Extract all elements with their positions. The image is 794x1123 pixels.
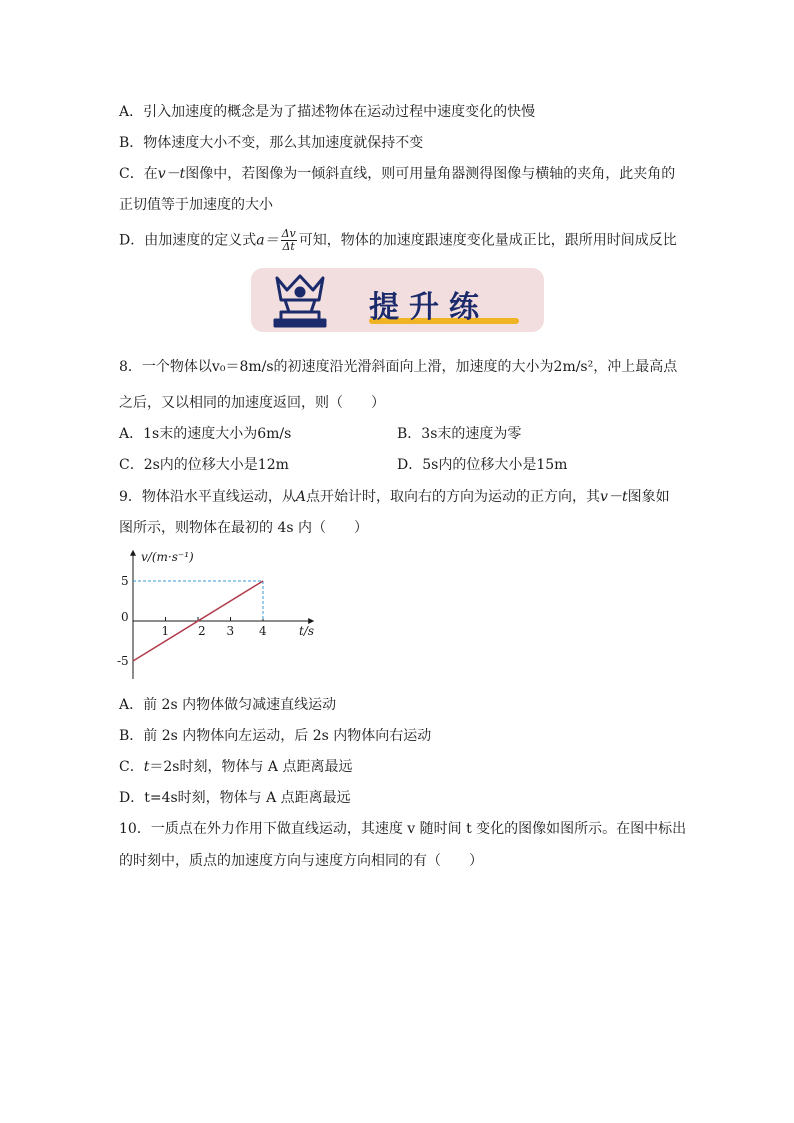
q7-option-d-text: 可知，物体的加速度跟速度变化量成正比，跟所用时间成反比	[298, 232, 677, 249]
q8-stem-line2: 之后，又以相同的加速度返回，则（ ）	[119, 395, 385, 411]
q8-option-d: D．5s内的位移大小是15m	[397, 457, 568, 473]
y-tick-label-0: 0	[121, 610, 129, 624]
q9-stem-suffix: 图象如	[627, 489, 670, 505]
q7-option-a: A．引入加速度的概念是为了描述物体在运动过程中速度变化的快慢	[119, 104, 536, 120]
q7-option-c-text: 图像中，若图像为一倾斜直线，则可用量角器测得图像与横轴的夹角，此夹角的	[185, 166, 676, 182]
q7-option-c-prefix: C．在	[119, 166, 158, 182]
q9-vt: v－t	[600, 489, 628, 505]
q9-option-c-text: ＝2s时刻，物体与 A 点距离最远	[149, 759, 353, 775]
x-tick-label-2: 2	[198, 624, 206, 638]
y-tick-label-5: 5	[121, 574, 129, 588]
y-tick-label-neg5: -5	[117, 654, 129, 668]
q7-option-d-prefix: D．由加速度的定义式	[119, 232, 257, 249]
tick-marks	[166, 617, 264, 621]
q7-option-c-line2: 正切值等于加速度的大小	[119, 197, 273, 213]
q8-stem-prefix: 8．一个物体以	[119, 359, 212, 375]
q9-point-a: A	[295, 489, 307, 505]
q9-stem-prefix: 9．物体沿水平直线运动，从	[119, 489, 296, 505]
banner-title: 提升练	[369, 290, 489, 325]
q7-option-c	[119, 164, 675, 184]
q7-option-b: B．物体速度大小不变，那么其加速度就保持不变	[119, 135, 424, 151]
q7-option-d-a: a＝	[256, 232, 279, 249]
q9-option-c-prefix: C．	[119, 759, 144, 775]
x-tick-label-3: 3	[226, 624, 235, 638]
q8-stem-middle: 的初速度沿光滑斜面向上滑，加速度的大小为	[273, 359, 554, 375]
q10-stem: 10．一质点在外力作用下做直线运动，其速度 v 随时间 t 变化的图像如图所示。在图中标出	[119, 821, 687, 837]
q8-option-a: A．1s末的速度大小为6m/s	[119, 426, 292, 442]
q9-option-b: B．前 2s 内物体向左运动，后 2s 内物体向右运动	[119, 728, 432, 744]
x-tick-label-1: 1	[161, 624, 170, 638]
q8-stem	[119, 357, 677, 377]
q9-option-d: D．t=4s时刻，物体与 A 点距离最远	[119, 790, 351, 806]
q9-stem-middle: 点开始计时，取向右的方向为运动的正方向，其	[306, 489, 601, 505]
q7-option-d	[119, 228, 677, 253]
q7-option-c-vt: v－t	[157, 166, 186, 182]
q8-option-b: B．3s末的速度为零	[397, 426, 522, 442]
q8-initial-velocity: v₀＝8m/s	[211, 359, 274, 375]
x-axis-label: t/s	[299, 624, 315, 638]
q8-acceleration: 2m/s²	[553, 359, 594, 375]
q7-option-d-fraction	[281, 228, 297, 253]
q8-stem-suffix: ，冲上最高点	[593, 359, 678, 375]
q9-option-c-t: t	[143, 759, 150, 775]
y-axis-label: v/(m·s⁻¹)	[141, 550, 194, 564]
q8-option-c: C．2s内的位移大小是12m	[119, 457, 289, 473]
fraction-numerator: Δv	[281, 227, 296, 240]
q9-stem-line2: 图所示，则物体在最初的 4s 内（ ）	[119, 520, 368, 536]
q9-stem	[119, 487, 670, 507]
section-banner	[251, 268, 544, 332]
vt-chart	[117, 545, 327, 685]
q9-option-a: A．前 2s 内物体做匀减速直线运动	[119, 697, 337, 713]
trophy-icon	[265, 270, 335, 330]
fraction-denominator: Δt	[282, 240, 295, 253]
x-tick-label-4: 4	[259, 624, 267, 638]
q9-option-c	[119, 757, 352, 777]
q10-stem-line2: 的时刻中，质点的加速度方向与速度方向相同的有（ ）	[119, 853, 483, 869]
